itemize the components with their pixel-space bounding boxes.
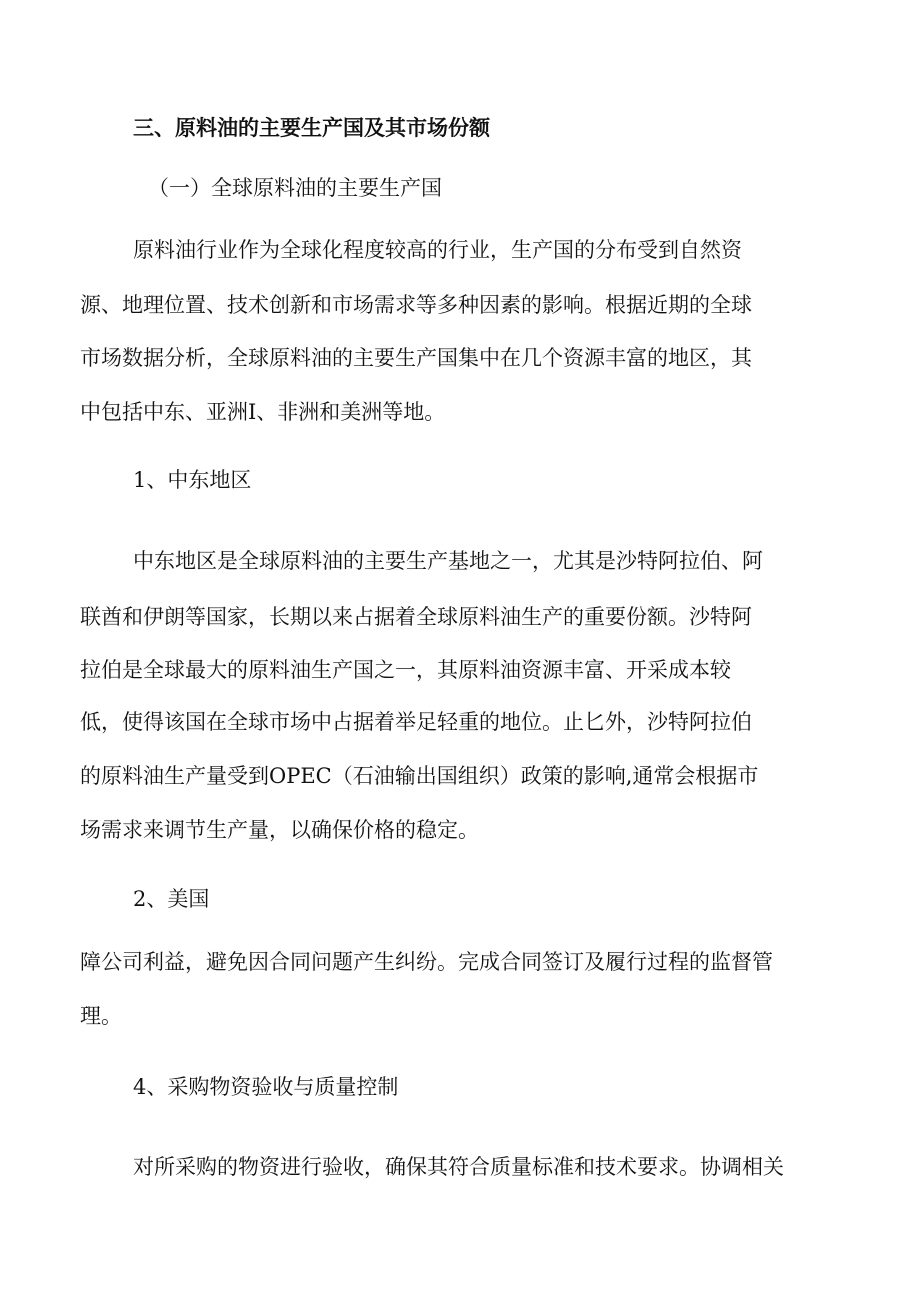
- paragraph-2-line-1: 中东地区是全球原料油的主要生产基地之一，尤其是沙特阿拉伯、阿: [133, 549, 763, 573]
- item-2-heading: 2、美国: [133, 887, 210, 911]
- paragraph-2-line-5: 的原料油生产量受到OPEC（石油输出国组织）政策的影响,通常会根据市: [80, 764, 759, 788]
- paragraph-3-line-2: 理。: [80, 1004, 122, 1028]
- section-heading: 三、原料油的主要生产国及其市场份额: [133, 115, 490, 140]
- paragraph-1-line-1: 原料油行业作为全球化程度较高的行业，生产国的分布受到自然资: [133, 238, 742, 262]
- item-1-heading: 1、中东地区: [133, 468, 252, 492]
- paragraph-4-line-1: 对所采购的物资进行验收，确保其符合质量标准和技术要求。协调相关: [133, 1155, 784, 1179]
- paragraph-1-line-2: 源、地理位置、技术创新和市场需求等多种因素的影响。根据近期的全球: [80, 293, 752, 317]
- item-4-heading: 4、采购物资验收与质量控制: [133, 1075, 399, 1099]
- paragraph-2-line-4: 低，使得该国在全球市场中占据着举足轻重的地位。止匕外，沙特阿拉伯: [80, 710, 752, 734]
- paragraph-2-line-2: 联酋和伊朗等国家，长期以来占据着全球原料油生产的重要份额。沙特阿: [80, 605, 752, 629]
- subheading: （一）全球原料油的主要生产国: [148, 176, 442, 200]
- paragraph-2-line-3: 拉伯是全球最大的原料油生产国之一，其原料油资源丰富、开采成本较: [80, 658, 731, 682]
- paragraph-3-line-1: 障公司利益，避免因合同问题产生纠纷。完成合同签订及履行过程的监督管: [80, 950, 773, 974]
- paragraph-2-line-6: 场需求来调节生产量，以确保价格的稳定。: [80, 818, 479, 842]
- paragraph-1-line-3: 市场数据分析，全球原料油的主要生产国集中在几个资源丰富的地区，其: [80, 346, 752, 370]
- paragraph-1-line-4: 中包括中东、亚洲I、非洲和美洲等地。: [80, 400, 446, 424]
